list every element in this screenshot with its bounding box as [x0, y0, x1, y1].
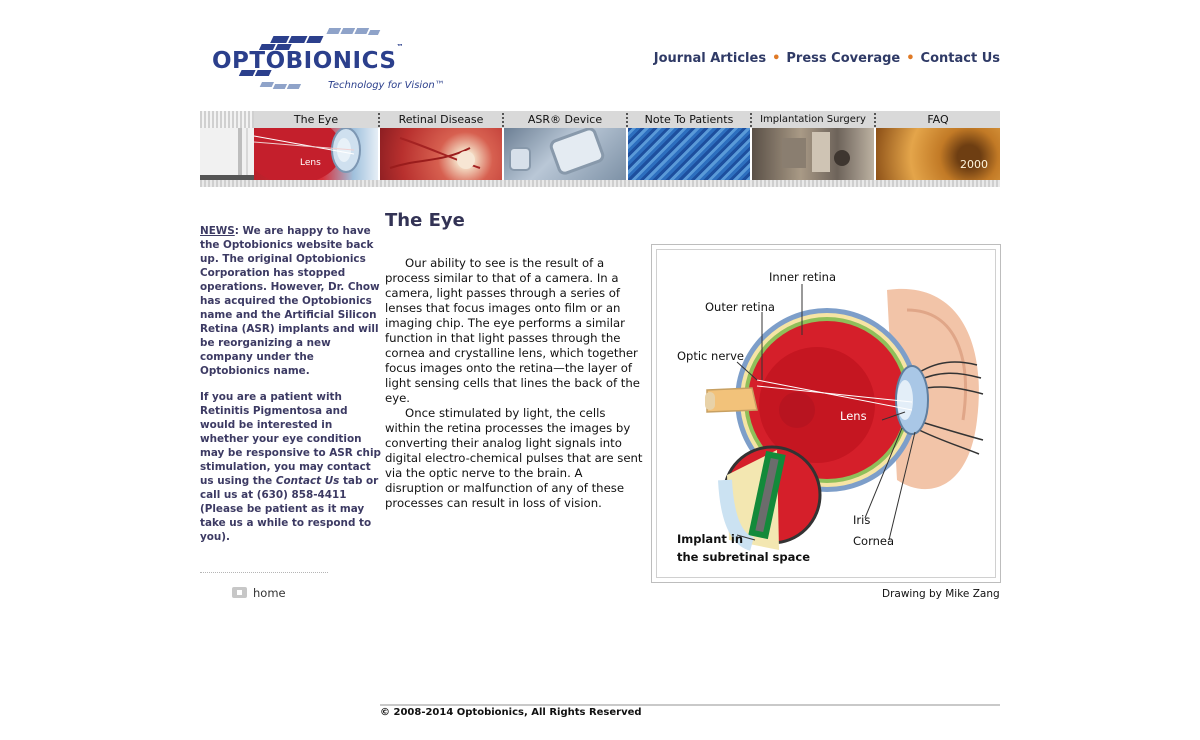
eye-diagram-figure	[651, 244, 1001, 583]
label-optic-nerve: Optic nerve	[677, 349, 745, 363]
logo-tagline: Technology for Vision™	[328, 80, 445, 91]
news-label: NEWS	[200, 225, 235, 237]
nav-separator: •	[772, 51, 781, 66]
footer-copyright: © 2008-2014 Optobionics, All Rights Reserved	[380, 707, 642, 718]
contact-us-link[interactable]: Contact Us	[920, 51, 1000, 66]
patient-text-after: tab or call us at (630) 858-4411 (Please be patient as it may take us a while to respond to you).	[200, 475, 379, 543]
sidebar-divider	[200, 572, 328, 573]
tab-note-to-patients[interactable]: Note To Patients	[644, 113, 734, 126]
tab-retinal-disease[interactable]: Retinal Disease	[398, 113, 484, 126]
tile-retinal-disease-image[interactable]	[380, 128, 502, 180]
label-lens: Lens	[840, 409, 867, 423]
press-coverage-link[interactable]: Press Coverage	[786, 51, 901, 66]
banner-bottom-rule	[200, 180, 1000, 187]
optobionics-logo[interactable]	[208, 22, 445, 98]
tile-faq-year-label: 2000	[960, 158, 988, 171]
body-paragraph-2: Once stimulated by light, the cells within the retina processes the images by converting their analog light signals into digital electro-chemical pulses that are sent via the optic nerve to the brain. A disruption or malfunction of any of these processes can result in loss of vision.	[385, 406, 643, 510]
contact-us-emphasis: Contact Us	[275, 475, 340, 487]
top-nav	[654, 51, 1000, 66]
banner-left-decor	[200, 111, 254, 187]
body-paragraph-1: Our ability to see is the result of a process similar to that of a camera. In a camera, light passes through a series of lenses that focus images onto film or an imaging chip. The eye performs a similar function in that light passes through the cornea and crystalline lens, which together focus images onto the retina—the layer of light sensing cells that lines the back of the eye.	[385, 256, 640, 405]
label-iris: Iris	[853, 513, 871, 527]
nav-separator: •	[906, 51, 915, 66]
label-outer-retina: Outer retina	[705, 300, 775, 314]
news-sidebar	[200, 224, 382, 556]
home-icon	[232, 587, 247, 598]
patient-paragraph	[200, 390, 382, 544]
tab-bar	[254, 111, 1000, 128]
label-implant-line1: Implant in	[677, 532, 744, 546]
news-paragraph	[200, 224, 382, 378]
tile-note-to-patients-image[interactable]	[628, 128, 750, 180]
label-inner-retina: Inner retina	[769, 270, 837, 284]
main-body	[385, 256, 643, 511]
tile-eye-lens-label: Lens	[300, 158, 321, 168]
eye-diagram-frame	[656, 249, 996, 578]
tab-faq[interactable]: FAQ	[927, 113, 949, 126]
news-text: : We are happy to have the Optobionics website back up. The original Optobionics Corporation has stopped operations. However, Dr. Chow has acquired the Optobionics name and the Artificial Silicon Retina (ASR) implants and will be reorganizing a new company under the Optobionics name.	[200, 225, 380, 377]
tab-asr-device[interactable]: ASR® Device	[527, 113, 603, 126]
home-label: home	[253, 586, 286, 600]
banner-nav	[200, 111, 1000, 187]
logo-wordmark: OPTOBIONICS™	[212, 43, 404, 74]
home-link[interactable]	[232, 586, 286, 600]
tab-implantation-surgery[interactable]: Implantation Surgery	[760, 114, 866, 125]
tile-faq-image[interactable]	[876, 128, 1000, 180]
tile-asr-device-image[interactable]	[504, 128, 626, 180]
label-cornea: Cornea	[853, 534, 895, 548]
tile-implantation-surgery-image[interactable]	[752, 128, 874, 180]
patient-text-before: If you are a patient with Retinitis Pigmentosa and would be interested in whether your eye condition may be responsive to ASR chip stimulation, you may contact us using the	[200, 391, 381, 487]
journal-articles-link[interactable]: Journal Articles	[653, 51, 767, 66]
footer-rule	[380, 704, 1000, 706]
tab-the-eye[interactable]: The Eye	[293, 113, 339, 126]
figure-credit: Drawing by Mike Zang	[882, 588, 1000, 600]
label-implant-line2: the subretinal space	[677, 550, 811, 564]
tile-the-eye-image[interactable]	[254, 128, 378, 180]
page-title: The Eye	[385, 210, 465, 231]
